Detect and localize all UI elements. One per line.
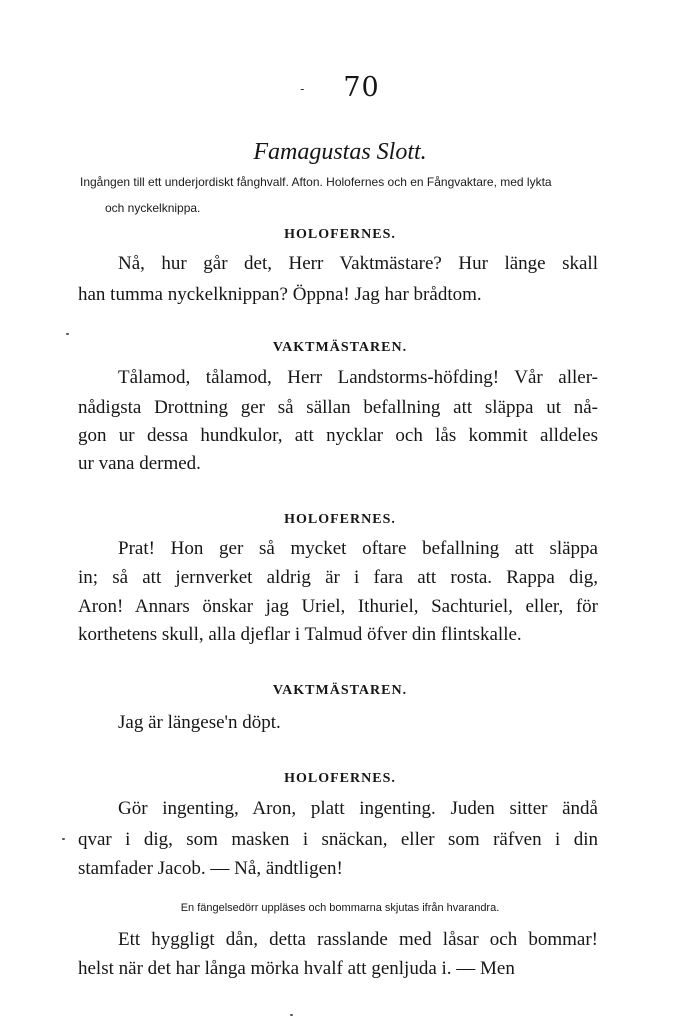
speech-line: Tålamod, tålamod, Herr Landstorms-höfding! Vår aller- xyxy=(118,367,598,388)
page-number-row xyxy=(0,72,680,103)
speech-line: Prat! Hon ger så mycket oftare befallning att släppa xyxy=(118,538,598,559)
speech-line: han tumma nyckelknippan? Öppna! Jag har brådtom. xyxy=(78,284,482,305)
speaker-name: VAKTMÄSTAREN. xyxy=(272,683,408,698)
speech-line: korthetens skull, alla djeflar i Talmud öfver din flintskalle. xyxy=(78,624,522,645)
page-dash: - xyxy=(300,81,306,96)
speech-line: gon ur dessa hundkulor, att nycklar och lås kommit alldeles xyxy=(78,425,598,446)
print-speck xyxy=(290,1014,293,1016)
stage-direction-opening-1: Ingången till ett underjordiskt fånghvalf. Afton. Holofernes och en Fångvaktare, med lykta xyxy=(80,175,552,189)
print-speck xyxy=(62,838,65,840)
speaker-name: HOLOFERNES. xyxy=(284,227,396,242)
scene-title: Famagustas Slott. xyxy=(253,139,427,165)
closing-line: helst när det har långa mörka hvalf att genljuda i. — Men xyxy=(78,958,515,979)
speech-line: Jag är längese'n döpt. xyxy=(118,712,281,733)
speech-line: qvar i dig, som masken i snäckan, eller som räfven i din xyxy=(78,829,598,850)
speech-line: stamfader Jacob. — Nå, ändtligen! xyxy=(78,858,343,879)
speech-line: in; så att jernverket aldrig är i fara att rosta. Rappa dig, xyxy=(78,567,598,588)
speech-line: Gör ingenting, Aron, platt ingenting. Juden sitter ändå xyxy=(118,798,598,819)
print-speck xyxy=(66,333,69,335)
closing-line: Ett hyggligt dån, detta rasslande med låsar och bommar! xyxy=(118,929,598,950)
speaker-name: HOLOFERNES. xyxy=(284,771,396,786)
stage-direction-mid: En fängelsedörr uppläses och bommarna skjutas ifrån hvarandra. xyxy=(180,902,500,914)
page-number: 70 xyxy=(343,72,380,103)
speech-line: Aron! Annars önskar jag Uriel, Ithuriel, Sachturiel, eller, för xyxy=(78,596,598,617)
speech-line: nådigsta Drottning ger så sällan befallning att släppa ut nå- xyxy=(78,397,598,418)
speech-line: Nå, hur går det, Herr Vaktmästare? Hur länge skall xyxy=(118,253,598,274)
speaker-name: VAKTMÄSTAREN. xyxy=(272,340,408,355)
speech-line: ur vana dermed. xyxy=(78,453,201,474)
speaker-name: HOLOFERNES. xyxy=(284,512,396,527)
stage-direction-opening-2: och nyckelknippa. xyxy=(105,201,201,215)
